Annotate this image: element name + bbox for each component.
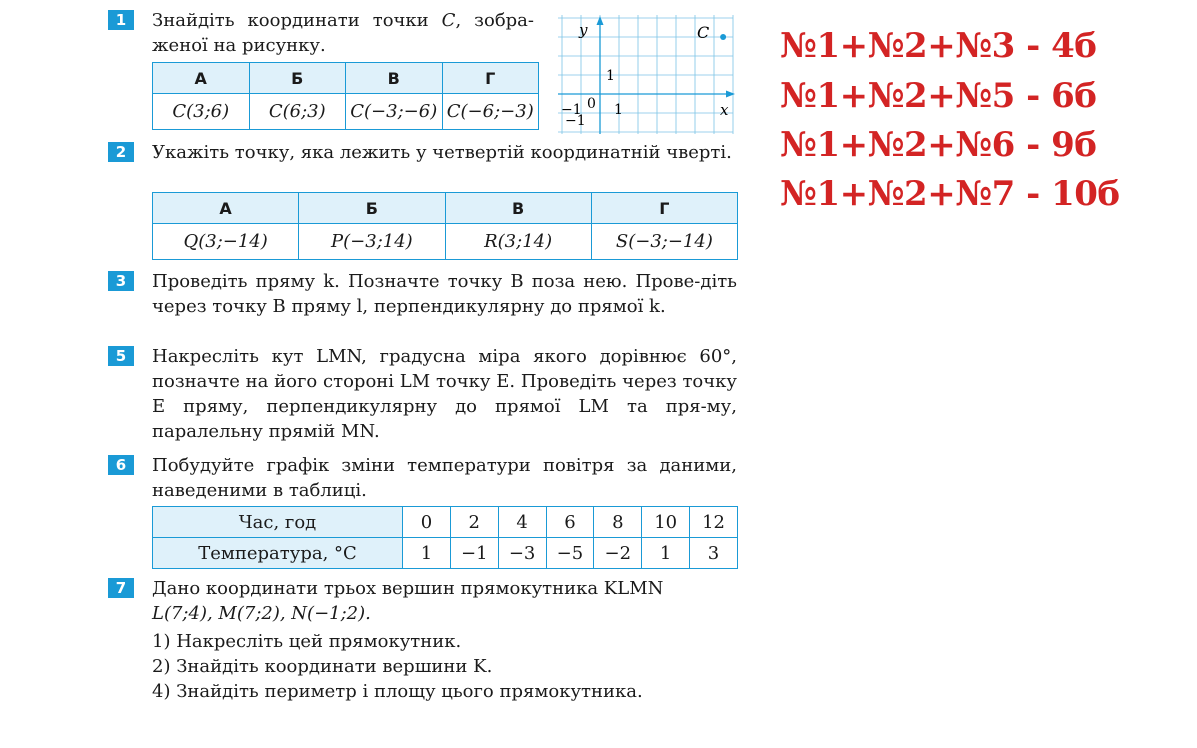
point-c	[720, 34, 726, 40]
table-header: А	[153, 63, 250, 94]
task-number-6: 6	[108, 455, 134, 475]
task-number-3: 3	[108, 271, 134, 291]
answer-option: C(−6;−3)	[442, 94, 539, 130]
answer-option: C(6;3)	[249, 94, 346, 130]
task7-item1: 1) Накресліть цей прямокутник.	[152, 631, 462, 652]
grading-line-2: №1+№2+№5 - 6б	[780, 76, 1097, 116]
task-number-1: 1	[108, 10, 134, 30]
table-header: В	[346, 63, 443, 94]
table-cell: −2	[594, 538, 642, 569]
y-tick-1: 1	[606, 68, 615, 84]
table-cell: 10	[642, 507, 690, 538]
table-cell: 0	[403, 507, 451, 538]
answer-option: C(−3;−6)	[346, 94, 443, 130]
table-cell: −1	[450, 538, 498, 569]
table-cell: 4	[498, 507, 546, 538]
x-tick-neg1: −1	[561, 102, 582, 118]
grading-line-1: №1+№2+№3 - 4б	[780, 26, 1097, 66]
task5-text: Накресліть кут LMN, градусна міра якого дорівнює 60°, позначте на його стороні LM точку E. Проведіть через точку E пряму, перпендикулярну до прямої LM та пря-му, паралельну прямій MN.	[152, 346, 737, 442]
table-cell: −3	[498, 538, 546, 569]
task7-item4: 4) Знайдіть периметр і площу цього прямокутника.	[152, 681, 643, 702]
table-cell: 1	[403, 538, 451, 569]
table-cell: 2	[450, 507, 498, 538]
table-cell: 8	[594, 507, 642, 538]
table-header: Б	[249, 63, 346, 94]
task7-line2: L(7;4), M(7;2), N(−1;2).	[152, 603, 371, 624]
table-cell: −5	[546, 538, 594, 569]
task-number-5: 5	[108, 346, 134, 366]
y-axis-label: y	[579, 21, 588, 39]
row-label-hours: Час, год	[153, 507, 403, 538]
task2-text: Укажіть точку, яка лежить у четвертій координатній чверті.	[152, 142, 732, 163]
task2-answer-table	[152, 192, 738, 260]
table-cell: 6	[546, 507, 594, 538]
grading-line-4: №1+№2+№7 - 10б	[780, 174, 1120, 214]
task-number-2: 2	[108, 142, 134, 162]
task1-answer-table	[152, 62, 539, 130]
x-axis-arrow	[726, 91, 735, 98]
coordinate-grid	[555, 12, 741, 136]
grading-line-3: №1+№2+№6 - 9б	[780, 125, 1097, 165]
y-tick-neg1: −1	[565, 113, 586, 129]
temperature-table	[152, 506, 738, 569]
answer-option: P(−3;14)	[299, 224, 445, 260]
table-cell: 12	[690, 507, 738, 538]
table-header: А	[153, 193, 299, 224]
task-number-7: 7	[108, 578, 134, 598]
y-axis-arrow	[597, 16, 604, 25]
x-axis-label: x	[720, 101, 729, 119]
row-label-temperature: Температура, °C	[153, 538, 403, 569]
x-tick-1: 1	[614, 102, 623, 118]
task6-text: Побудуйте графік зміни температури повітря за даними, наведеними в таблиці.	[152, 455, 737, 501]
table-header: Г	[591, 193, 737, 224]
task3-text: Проведіть пряму k. Позначте точку B поза нею. Прове-діть через точку B пряму l, перпендикулярну до прямої k.	[152, 271, 737, 317]
task7-line1: Дано координати трьох вершин прямокутника KLMN	[152, 578, 664, 599]
answer-option: S(−3;−14)	[591, 224, 737, 260]
point-c-label: C	[697, 23, 710, 42]
table-cell: 3	[690, 538, 738, 569]
origin-label: 0	[587, 96, 596, 112]
table-header: Г	[442, 63, 539, 94]
table-cell: 1	[642, 538, 690, 569]
answer-option: Q(3;−14)	[153, 224, 299, 260]
answer-option: R(3;14)	[445, 224, 591, 260]
task7-item2: 2) Знайдіть координати вершини K.	[152, 656, 493, 677]
answer-option: C(3;6)	[153, 94, 250, 130]
task1-text: Знайдіть координати точки C, зобра-женої на рисунку.	[152, 10, 534, 56]
table-header: Б	[299, 193, 445, 224]
table-header: В	[445, 193, 591, 224]
